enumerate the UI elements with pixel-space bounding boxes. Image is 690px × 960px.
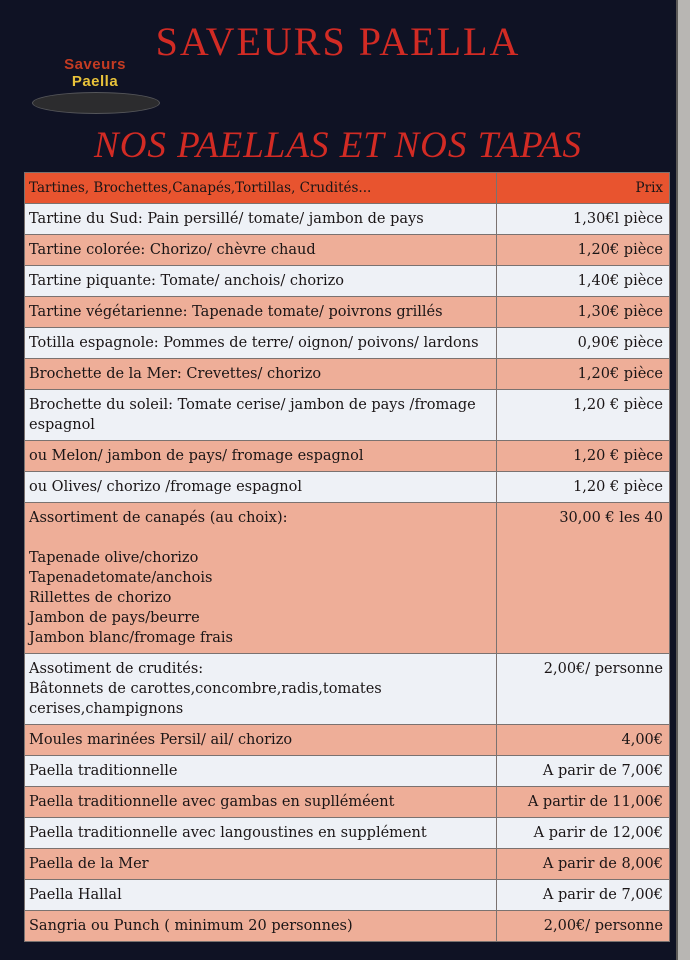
menu-item-name: Moules marinées Persil/ ail/ chorizo bbox=[25, 725, 497, 755]
menu-item-name: Tartine végétarienne: Tapenade tomate/ poivrons grillés bbox=[25, 297, 497, 327]
logo-line-2: Paella bbox=[71, 73, 119, 90]
menu-item-row bbox=[25, 390, 669, 441]
menu-item-name: Paella traditionnelle avec gambas en suplléméent bbox=[25, 787, 497, 817]
menu-item-name: Paella Hallal bbox=[25, 880, 497, 910]
menu-item-price: 1,20 € pièce bbox=[573, 479, 663, 495]
menu-item-name: Sangria ou Punch ( minimum 20 personnes) bbox=[25, 911, 497, 941]
menu-item-price: A parir de 12,00€ bbox=[533, 825, 663, 841]
menu-item-price: A parir de 8,00€ bbox=[542, 856, 663, 872]
logo-text bbox=[40, 56, 150, 90]
menu-item-row bbox=[25, 472, 669, 503]
menu-item-row bbox=[25, 503, 669, 654]
menu-item-price: A parir de 7,00€ bbox=[542, 887, 663, 903]
menu-item-name: Paella de la Mer bbox=[25, 849, 497, 879]
menu-item-name: Brochette du soleil: Tomate cerise/ jambon de pays /fromage espagnol bbox=[25, 390, 497, 440]
menu-item-price: 30,00 € les 40 bbox=[559, 510, 663, 526]
logo bbox=[30, 56, 160, 122]
menu-item-row bbox=[25, 204, 669, 235]
menu-item-price: 1,20 € pièce bbox=[573, 397, 663, 413]
restaurant-title: SAVEURS PAELLA bbox=[155, 19, 521, 64]
menu-item-price: 1,30€l pièce bbox=[573, 211, 663, 227]
menu-item-row bbox=[25, 818, 669, 849]
menu-item-row bbox=[25, 359, 669, 390]
menu-item-price: A parir de 7,00€ bbox=[542, 763, 663, 779]
menu-item-name: Tartine du Sud: Pain persillé/ tomate/ jambon de pays bbox=[25, 204, 497, 234]
menu-item-row bbox=[25, 328, 669, 359]
menu-subtitle: NOS PAELLAS ET NOS TAPAS bbox=[94, 125, 582, 166]
menu-item-name: Totilla espagnole: Pommes de terre/ oignon/ poivons/ lardons bbox=[25, 328, 497, 358]
menu-item-name: ou Melon/ jambon de pays/ fromage espagnol bbox=[25, 441, 497, 471]
menu-item-price: 2,00€/ personne bbox=[543, 918, 663, 934]
menu-item-name: Assotiment de crudités: Bâtonnets de carottes,concombre,radis,tomates cerises,champignons bbox=[25, 654, 497, 724]
menu-item-row bbox=[25, 787, 669, 818]
menu-item-row bbox=[25, 297, 669, 328]
menu-item-row bbox=[25, 266, 669, 297]
menu-item-price: 0,90€ pièce bbox=[577, 335, 663, 351]
menu-item-name: Tartine piquante: Tomate/ anchois/ chorizo bbox=[25, 266, 497, 296]
menu-item-name: Brochette de la Mer: Crevettes/ chorizo bbox=[25, 359, 497, 389]
menu-item-row bbox=[25, 725, 669, 756]
menu-header-price: Prix bbox=[635, 180, 663, 196]
menu-item-row bbox=[25, 235, 669, 266]
menu-item-row bbox=[25, 441, 669, 472]
menu-item-name: Paella traditionnelle avec langoustines en supplément bbox=[25, 818, 497, 848]
menu-item-price: 1,30€ pièce bbox=[577, 304, 663, 320]
menu-item-price: 1,20 € pièce bbox=[573, 448, 663, 464]
menu-item-name: ou Olives/ chorizo /fromage espagnol bbox=[25, 472, 497, 502]
menu-item-row bbox=[25, 756, 669, 787]
paella-pan-icon bbox=[32, 92, 160, 114]
menu-item-price: A partir de 11,00€ bbox=[527, 794, 663, 810]
menu-item-price: 2,00€/ personne bbox=[543, 661, 663, 677]
menu-item-name: Tartine colorée: Chorizo/ chèvre chaud bbox=[25, 235, 497, 265]
menu-header-category: Tartines, Brochettes,Canapés,Tortillas, Crudités... bbox=[25, 173, 497, 203]
menu-item-price: 4,00€ bbox=[621, 732, 663, 748]
menu-item-price: 1,40€ pièce bbox=[577, 273, 663, 289]
menu-header-row bbox=[25, 173, 669, 204]
menu-item-row bbox=[25, 849, 669, 880]
logo-line-1: Saveurs bbox=[64, 56, 126, 73]
menu-item-name: Assortiment de canapés (au choix): Tapenade olive/chorizo Tapenadetomate/anchois Rillettes de chorizo Jambon de pays/beurre Jambon blanc/fromage frais bbox=[25, 503, 497, 653]
menu-item-row bbox=[25, 880, 669, 911]
menu-item-row bbox=[25, 654, 669, 725]
menu-item-price: 1,20€ pièce bbox=[577, 366, 663, 382]
menu-table bbox=[24, 172, 670, 942]
menu-item-row bbox=[25, 911, 669, 941]
menu-item-name: Paella traditionnelle bbox=[25, 756, 497, 786]
menu-item-price: 1,20€ pièce bbox=[577, 242, 663, 258]
